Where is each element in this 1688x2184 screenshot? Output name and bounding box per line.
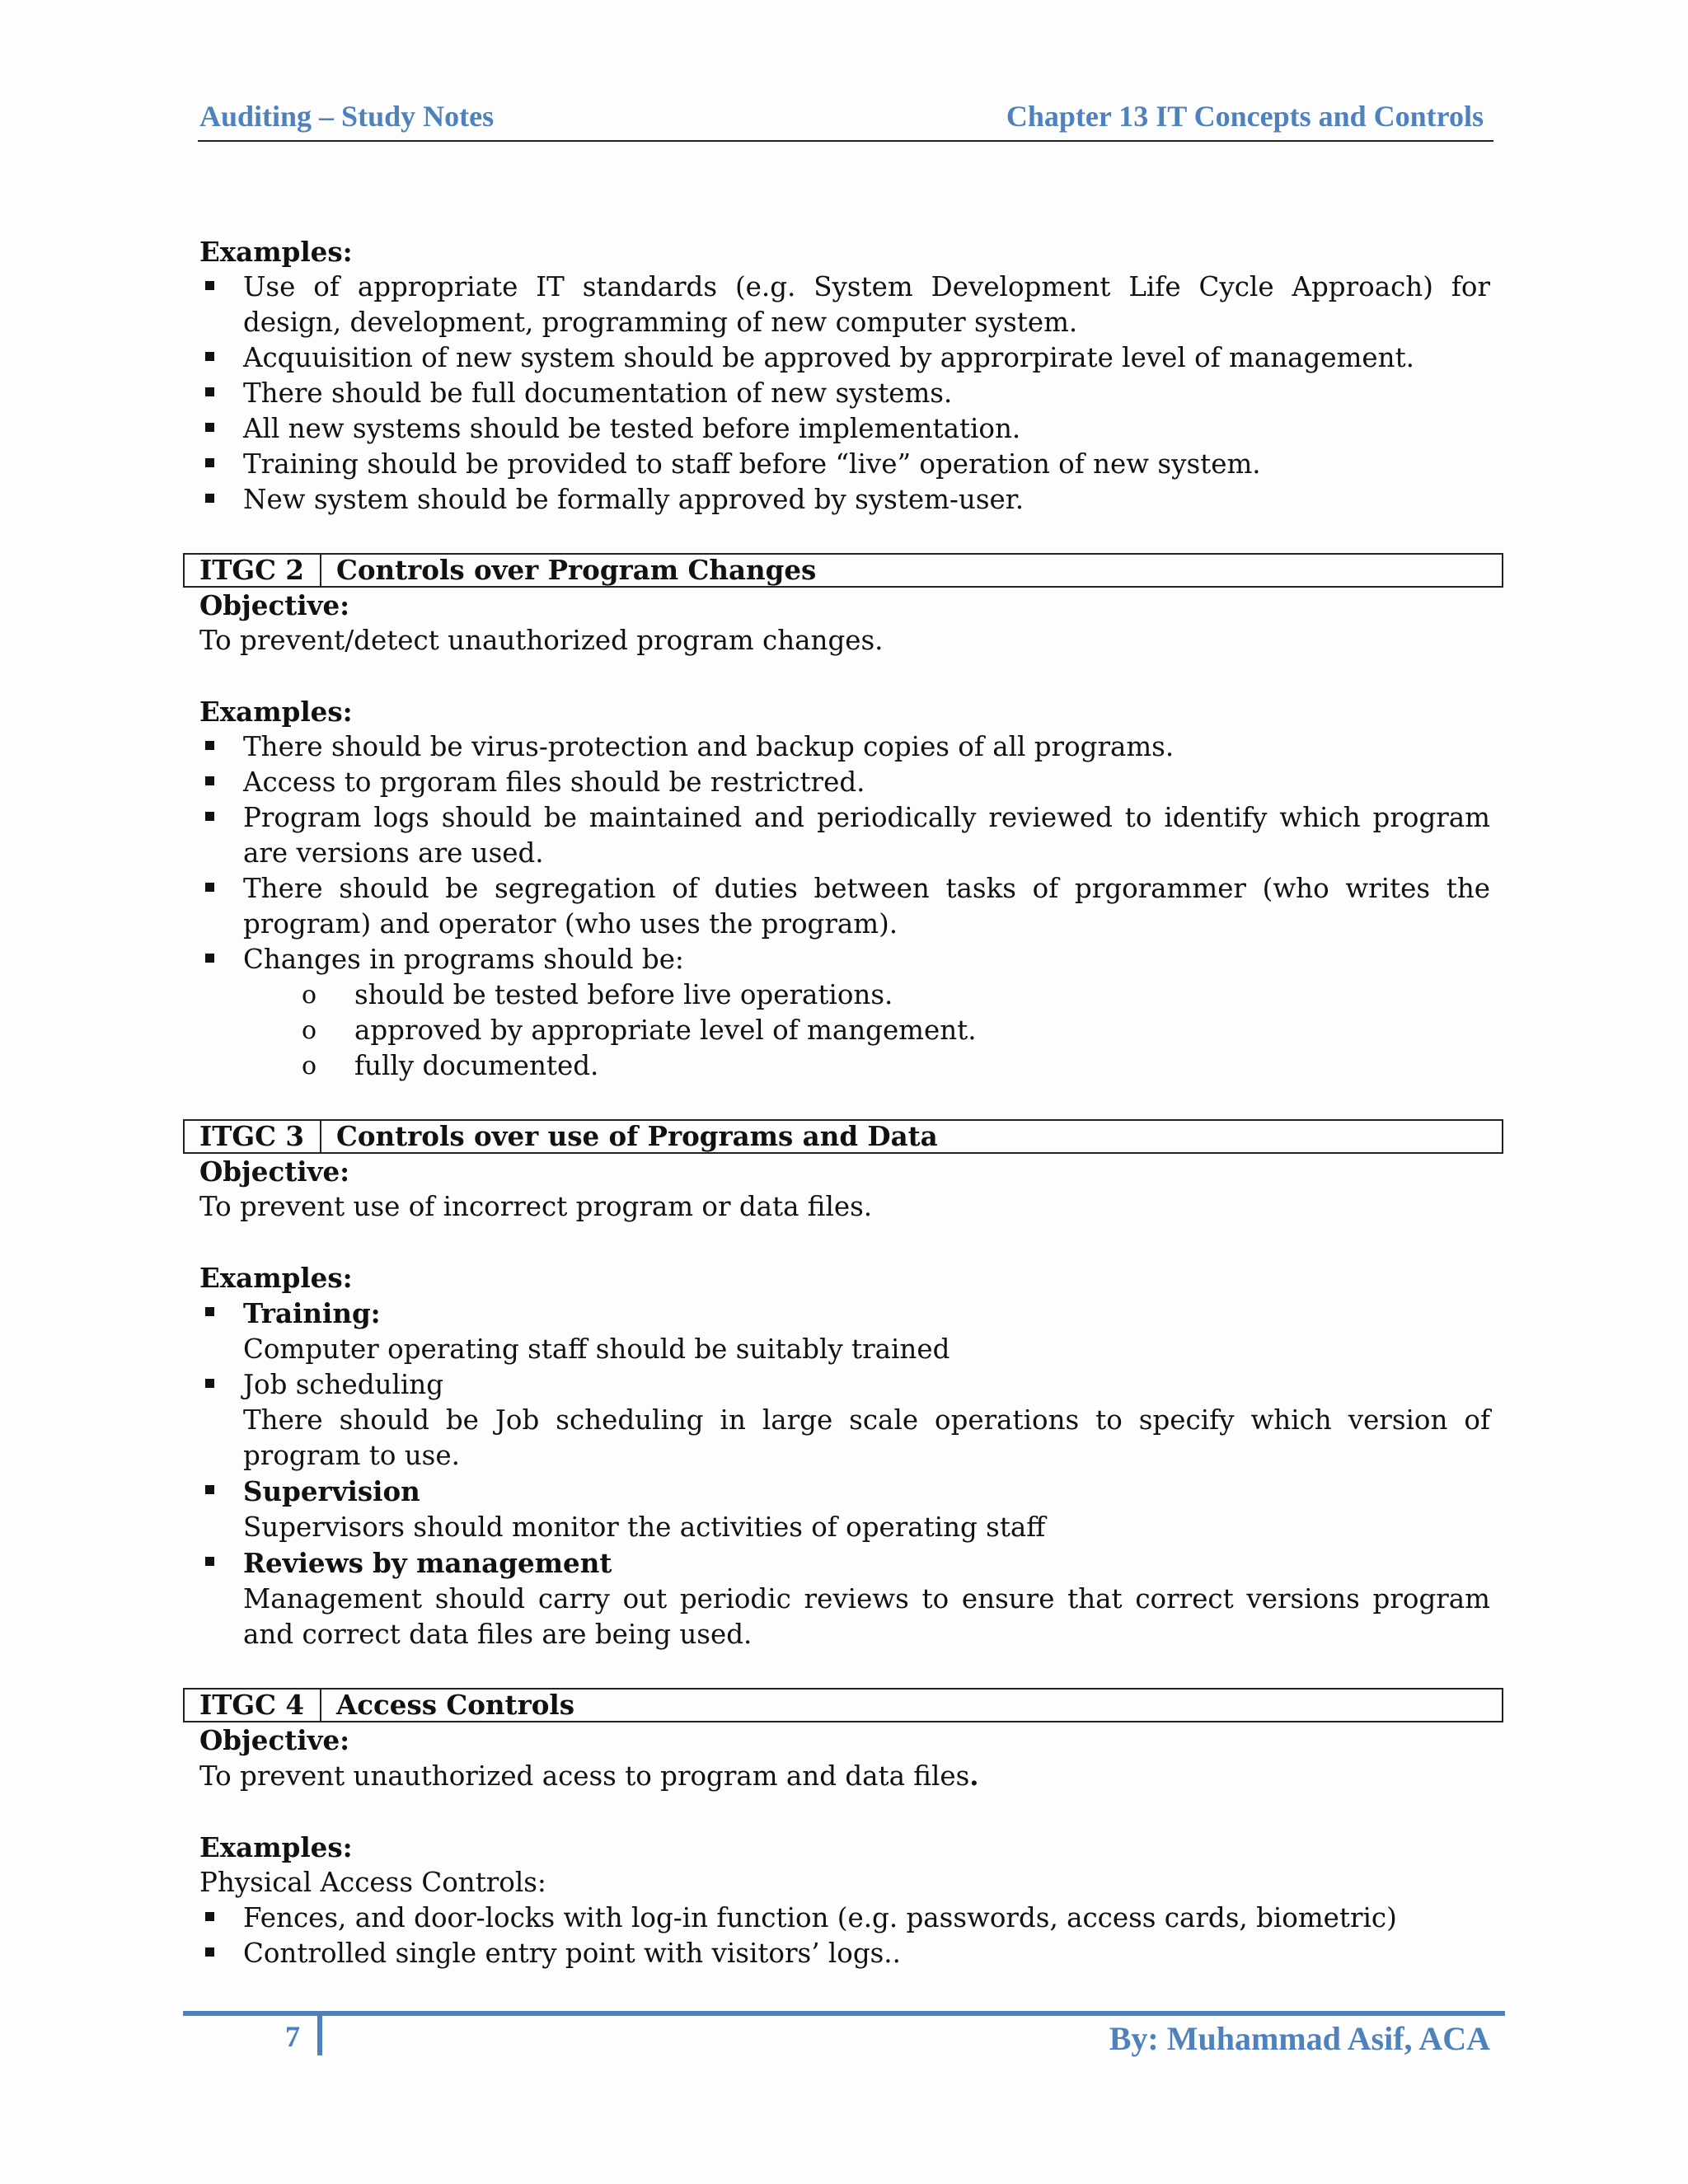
list-item: All new systems should be tested before implementation.	[199, 411, 1490, 447]
objective-label: Objective:	[199, 589, 350, 621]
square-bullet-icon	[205, 1379, 214, 1388]
section-title: Access Controls	[336, 1689, 575, 1721]
list-item: There should be virus-protection and backup copies of all programs.	[199, 729, 1490, 765]
list-item: Program logs should be maintained and periodically reviewed to identify which program are versions are used.	[199, 800, 1490, 871]
square-bullet-icon	[205, 352, 214, 361]
sub-list	[199, 977, 1490, 1084]
square-bullet-icon	[205, 1307, 214, 1316]
square-bullet-icon	[205, 1912, 214, 1921]
section-heading-itgc3	[183, 1119, 1503, 1154]
objective-label: Objective:	[199, 1724, 350, 1756]
item-text: There should be Job scheduling in large scale operations to specify which version of program to use.	[243, 1404, 1490, 1471]
physical-access-label: Physical Access Controls:	[199, 1867, 546, 1898]
item-text: Computer operating staff should be suitably trained	[243, 1333, 950, 1365]
list-item	[199, 1296, 1490, 1367]
examples-label: Examples:	[199, 696, 353, 728]
list-item: New system should be formally approved by system-user.	[199, 482, 1490, 518]
examples-list	[199, 269, 1490, 518]
square-bullet-icon	[205, 1947, 214, 1957]
item-text: Management should carry out periodic reviews to ensure that correct versions program and correct data files are being used.	[243, 1583, 1490, 1650]
list-item	[199, 1367, 1490, 1474]
circle-bullet-icon: o	[302, 1052, 317, 1080]
square-bullet-icon	[205, 812, 214, 821]
objective-text: To prevent use of incorrect program or data files.	[199, 1191, 873, 1222]
square-bullet-icon	[205, 1557, 214, 1566]
section-title: Controls over use of Programs and Data	[336, 1120, 938, 1152]
sub-list-item: o should be tested before live operations.	[199, 977, 1490, 1013]
item-heading: Training:	[243, 1297, 381, 1329]
examples-list	[199, 729, 1490, 977]
sub-list-item: o approved by appropriate level of mangement.	[199, 1013, 1490, 1048]
list-item: There should be full documentation of new systems.	[199, 376, 1490, 411]
list-item: Use of appropriate IT standards (e.g. System Development Life Cycle Approach) for design, development, programming of new computer system.	[199, 269, 1490, 340]
objective-text: To prevent unauthorized acess to program and data files.	[199, 1760, 979, 1792]
item-heading: Reviews by management	[243, 1547, 612, 1579]
header-chapter-title: Chapter 13 IT Concepts and Controls	[1006, 100, 1484, 133]
item-heading: Job scheduling	[243, 1369, 444, 1400]
list-item: Access to prgoram files should be restrictred.	[199, 765, 1490, 800]
examples-label: Examples:	[199, 236, 353, 268]
section-code: ITGC 4	[185, 1690, 321, 1721]
square-bullet-icon	[205, 776, 214, 785]
page-number: 7	[285, 2020, 300, 2053]
page-header	[198, 97, 1493, 142]
section-heading-itgc4	[183, 1688, 1503, 1722]
section-heading-itgc2	[183, 553, 1503, 588]
list-item: Training should be provided to staff before “live” operation of new system.	[199, 447, 1490, 482]
list-item: There should be segregation of duties between tasks of prgorammer (who writes the program) and operator (who uses the program).	[199, 871, 1490, 942]
circle-bullet-icon: o	[302, 1016, 317, 1045]
list-item: Changes in programs should be:	[199, 942, 1490, 977]
square-bullet-icon	[205, 954, 214, 963]
list-item	[199, 1474, 1490, 1545]
page-content	[199, 234, 1490, 1971]
footer-author: By: Muhammad Asif, ACA	[1109, 2020, 1490, 2057]
examples-list	[199, 1900, 1490, 1971]
objective-text: To prevent/detect unauthorized program changes.	[199, 625, 884, 656]
square-bullet-icon	[205, 281, 214, 290]
item-text: Supervisors should monitor the activities of operating staff	[243, 1511, 1046, 1543]
square-bullet-icon	[205, 1485, 214, 1494]
list-item: Controlled single entry point with visitors’ logs..	[199, 1936, 1490, 1971]
list-item: Fences, and door-locks with log-in function (e.g. passwords, access cards, biometric)	[199, 1900, 1490, 1936]
list-item	[199, 1545, 1490, 1652]
footer-divider	[317, 2011, 322, 2055]
section-code: ITGC 2	[185, 555, 321, 586]
examples-label: Examples:	[199, 1262, 353, 1294]
footer-rule	[183, 2011, 1505, 2016]
header-left-title: Auditing – Study Notes	[199, 100, 495, 133]
sub-list-item: o fully documented.	[199, 1048, 1490, 1084]
square-bullet-icon	[205, 423, 214, 432]
objective-label: Objective:	[199, 1155, 350, 1188]
circle-bullet-icon: o	[302, 981, 317, 1010]
square-bullet-icon	[205, 883, 214, 892]
list-item: Acquuisition of new system should be approved by approrpirate level of management.	[199, 340, 1490, 376]
examples-label: Examples:	[199, 1831, 353, 1863]
square-bullet-icon	[205, 458, 214, 467]
examples-list	[199, 1296, 1490, 1652]
square-bullet-icon	[205, 494, 214, 503]
section-title: Controls over Program Changes	[336, 554, 817, 586]
item-heading: Supervision	[243, 1475, 420, 1507]
section-code: ITGC 3	[185, 1121, 321, 1152]
square-bullet-icon	[205, 741, 214, 750]
square-bullet-icon	[205, 387, 214, 396]
